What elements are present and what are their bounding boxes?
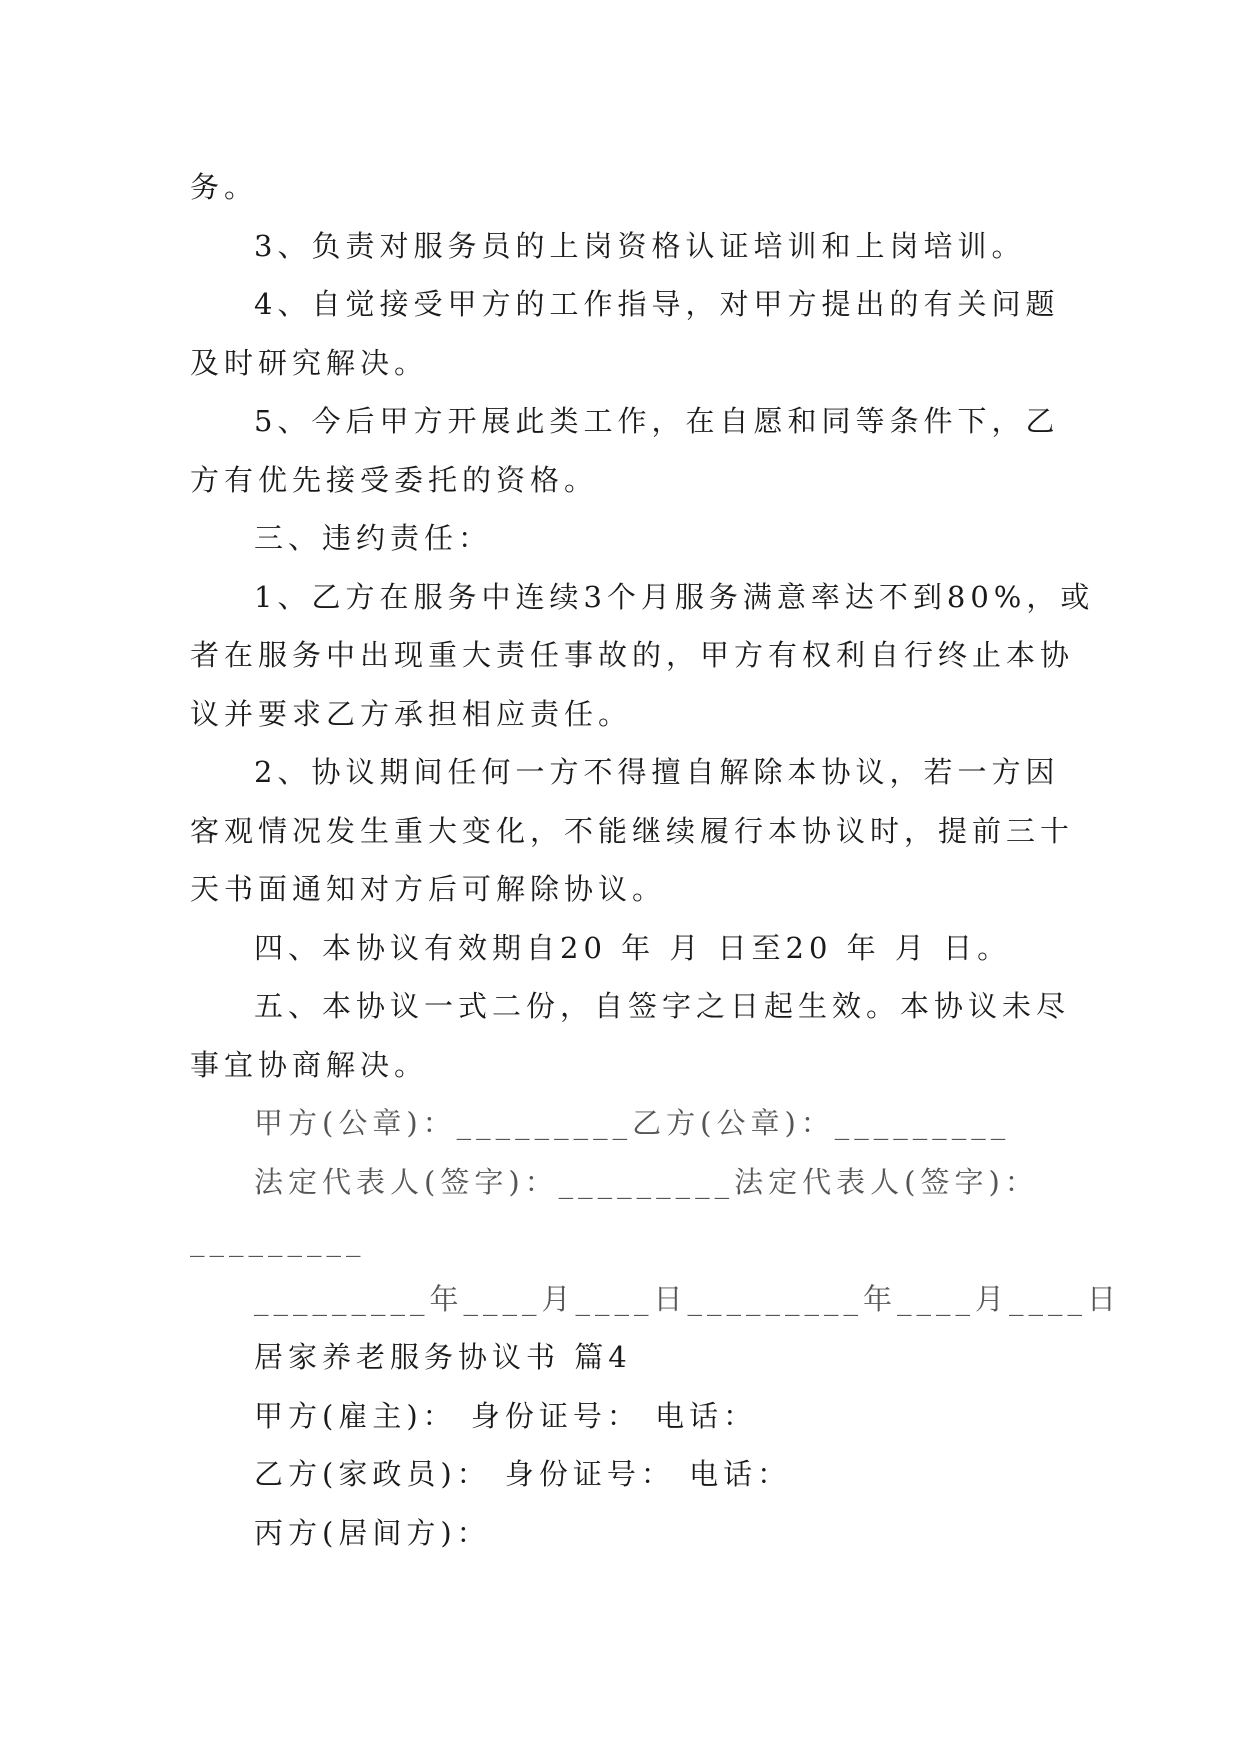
section-heading: 三、违约责任：	[254, 521, 493, 555]
text-line: 事宜协商解决。	[190, 1047, 429, 1082]
text-line: 议并要求乙方承担相应责任。	[190, 696, 633, 731]
text-line: 4、自觉接受甲方的工作指导，对甲方提出的有关问题	[254, 287, 1060, 321]
party-line: 甲方(雇主)： 身份证号： 电话：	[254, 1398, 758, 1433]
text-line: 3、负责对服务员的上岗资格认证培训和上岗培训。	[254, 228, 1026, 263]
party-line: 丙方(居间方)：	[254, 1515, 491, 1550]
text-line: 天书面通知对方后可解除协议。	[190, 872, 667, 906]
text-line: 五、本协议一式二份，自签字之日起生效。本协议未尽	[254, 989, 1071, 1023]
date-line: _________年____月____日_________年____月____日	[254, 1281, 1122, 1316]
signature-line: 法定代表人(签字)：_________法定代表人(签字)：	[254, 1164, 1039, 1199]
document-page	[190, 158, 1122, 1562]
text-line: 及时研究解决。	[190, 345, 429, 380]
text-line: 四、本协议有效期自20 年 月 日至20 年 月 日。	[254, 930, 1012, 965]
text-line: 方有优先接受委托的资格。	[190, 462, 599, 497]
text-line: 者在服务中出现重大责任事故的，甲方有权利自行终止本协	[190, 638, 1075, 672]
document-title: 居家养老服务协议书 篇4	[254, 1340, 632, 1374]
text-line: 务。	[190, 170, 259, 204]
text-line: 2、协议期间任何一方不得擅自解除本协议，若一方因	[254, 755, 1060, 789]
text-line: 1、乙方在服务中连续3个月服务满意率达不到80%，或	[254, 579, 1095, 614]
signature-line: _________	[190, 1223, 366, 1257]
signature-line: 甲方(公章)：_________乙方(公章)：_________	[254, 1106, 1011, 1140]
party-line: 乙方(家政员)： 身份证号： 电话：	[254, 1457, 792, 1491]
text-line: 客观情况发生重大变化，不能继续履行本协议时，提前三十	[190, 813, 1075, 848]
text-line: 5、今后甲方开展此类工作，在自愿和同等条件下，乙	[254, 404, 1060, 438]
